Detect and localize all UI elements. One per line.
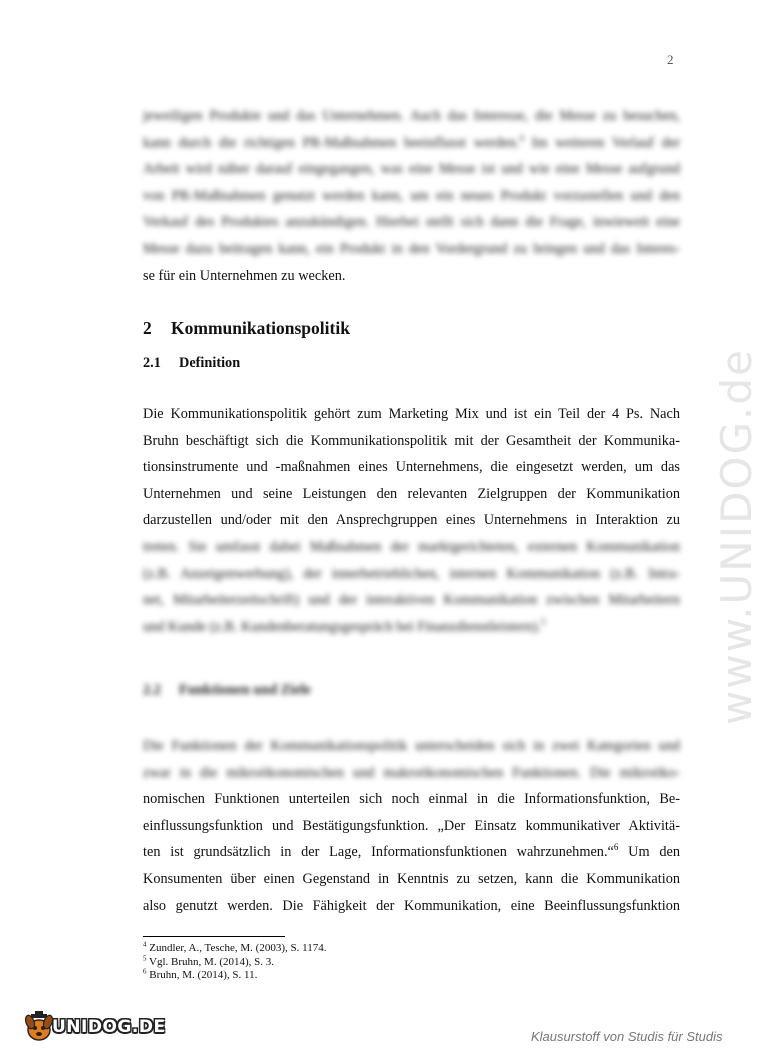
footnote: $^5$ Vgl. Bruhn, M. (2014), S. 3. (143, 953, 275, 968)
text-line: tionsinstrumente und -maßnahmen eines Unternehmens, die eingesetzt werden, um das (143, 459, 680, 476)
footnote: $^6$ Bruhn, M. (2014), S. 11. (143, 967, 258, 981)
definition-paragraph (143, 401, 680, 640)
text-line: Konsumenten über einen Gegenstand in Kenntnis zu setzen, kann die Kommunikation (143, 870, 680, 887)
text-line: jeweiligen Produkte und das Unternehmen. Auch das Interesse, die Messe zu besuchen, (143, 108, 680, 124)
footnote-ref: 5 (540, 616, 546, 627)
page-number: 2 (667, 52, 674, 67)
text-line: einflussungsfunktion und Bestätigungsfunktion. „Der Einsatz kommunikativer Aktivitä- (143, 817, 680, 834)
chapter-title: Kommunikationspolitik (171, 318, 350, 338)
footnote-ref: 4 (519, 132, 524, 143)
functions-paragraph (143, 733, 680, 919)
text-line: ten ist grundsätzlich in der Lage, Informationsfunktionen wahrzunehmen.“$^6$ Um den (143, 842, 680, 861)
text-line: treten. Sie umfasst dabei Maßnahmen der marktgerichteten, externen Kommunikation (143, 538, 680, 555)
text-line: Die Funktionen der Kommunikationspolitik unterscheiden sich in zwei Kategorien und (143, 738, 680, 754)
text-line: se für ein Unternehmen zu wecken. (143, 267, 346, 284)
section-heading (143, 682, 311, 699)
text-line: nomischen Funktionen unterteilen sich noch einmal in die Informationsfunktion, Be- (143, 791, 680, 808)
footnote-ref: 6 (613, 842, 619, 853)
section-title: Definition (179, 355, 241, 371)
section-heading (143, 355, 240, 372)
tagline: Klausurstoff von Studis für Studis (531, 1029, 723, 1044)
chapter-number: 2 (143, 318, 152, 338)
text-line: Die Kommunikationspolitik gehört zum Marketing Mix und ist ein Teil der 4 Ps. Nach (143, 406, 680, 422)
section-number: 2.1 (143, 355, 161, 371)
dog-mascot-icon (22, 1010, 56, 1044)
text-line: net, Mitarbeiterzeitschrift) und der interaktiven Kommunikation zwischen Mitarbeitern (143, 592, 680, 609)
footnote-divider (143, 936, 285, 937)
section-number: 2.2 (143, 682, 161, 698)
text-line: zwar in die mikroökonomischen und makroökonomischen Funktionen. Die mikroöko- (143, 764, 680, 781)
watermark: www.UNIDOG.de (712, 348, 761, 725)
text-line: Unternehmen und seine Leistungen den relevanten Zielgruppen der Kommunikation (143, 485, 680, 502)
text-line: (z.B. Anzeigenwerbung), der innerbetrieblichen, internen Kommunikation (z.B. Intra- (143, 565, 680, 582)
text-line: Bruhn beschäftigt sich die Kommunikationspolitik mit der Gesamtheit der Kommunika- (143, 432, 680, 449)
text-line: von PR-Maßnahmen genutzt werden kann, um ein neues Produkt vorzustellen und den (143, 187, 680, 204)
footnotes (143, 942, 326, 983)
logo-text: UNIDOG.DE (52, 1017, 166, 1037)
text-line: Messe dazu beitragen kann, ein Produkt in den Vordergrund zu bringen und das Interes- (143, 240, 680, 257)
text-line: und Kunde (z.B. Kundenberatungsgespräch bei Finanzdienstleistern).$^5$ (143, 616, 546, 635)
unidog-logo[interactable] (22, 1010, 166, 1044)
section-title: Funktionen und Ziele (179, 682, 311, 698)
text-line: kann durch die richtigen PR-Maßnahmen beeinflusst werden.$^4$ Im weiteren Verlauf der (143, 132, 681, 151)
text-line: Verkauf des Produktes anzukündigen. Hierbei stellt sich dann die Frage, inwieweit eine (143, 214, 680, 231)
text-line: darzustellen und/oder mit den Ansprechgruppen eines Unternehmens in Interaktion zu (143, 512, 680, 529)
footnote: $^4$ Zundler, A., Tesche, M. (2003), S. 1174. (143, 940, 327, 954)
text-line: also genutzt werden. Die Fähigkeit der Kommunikation, eine Beeinflussungsfunktion (143, 897, 680, 914)
chapter-heading (143, 318, 350, 339)
intro-paragraph (143, 103, 680, 289)
text-line: Arbeit wird näher darauf eingegangen, was eine Messe ist und wie eine Messe aufgrund (143, 161, 680, 178)
